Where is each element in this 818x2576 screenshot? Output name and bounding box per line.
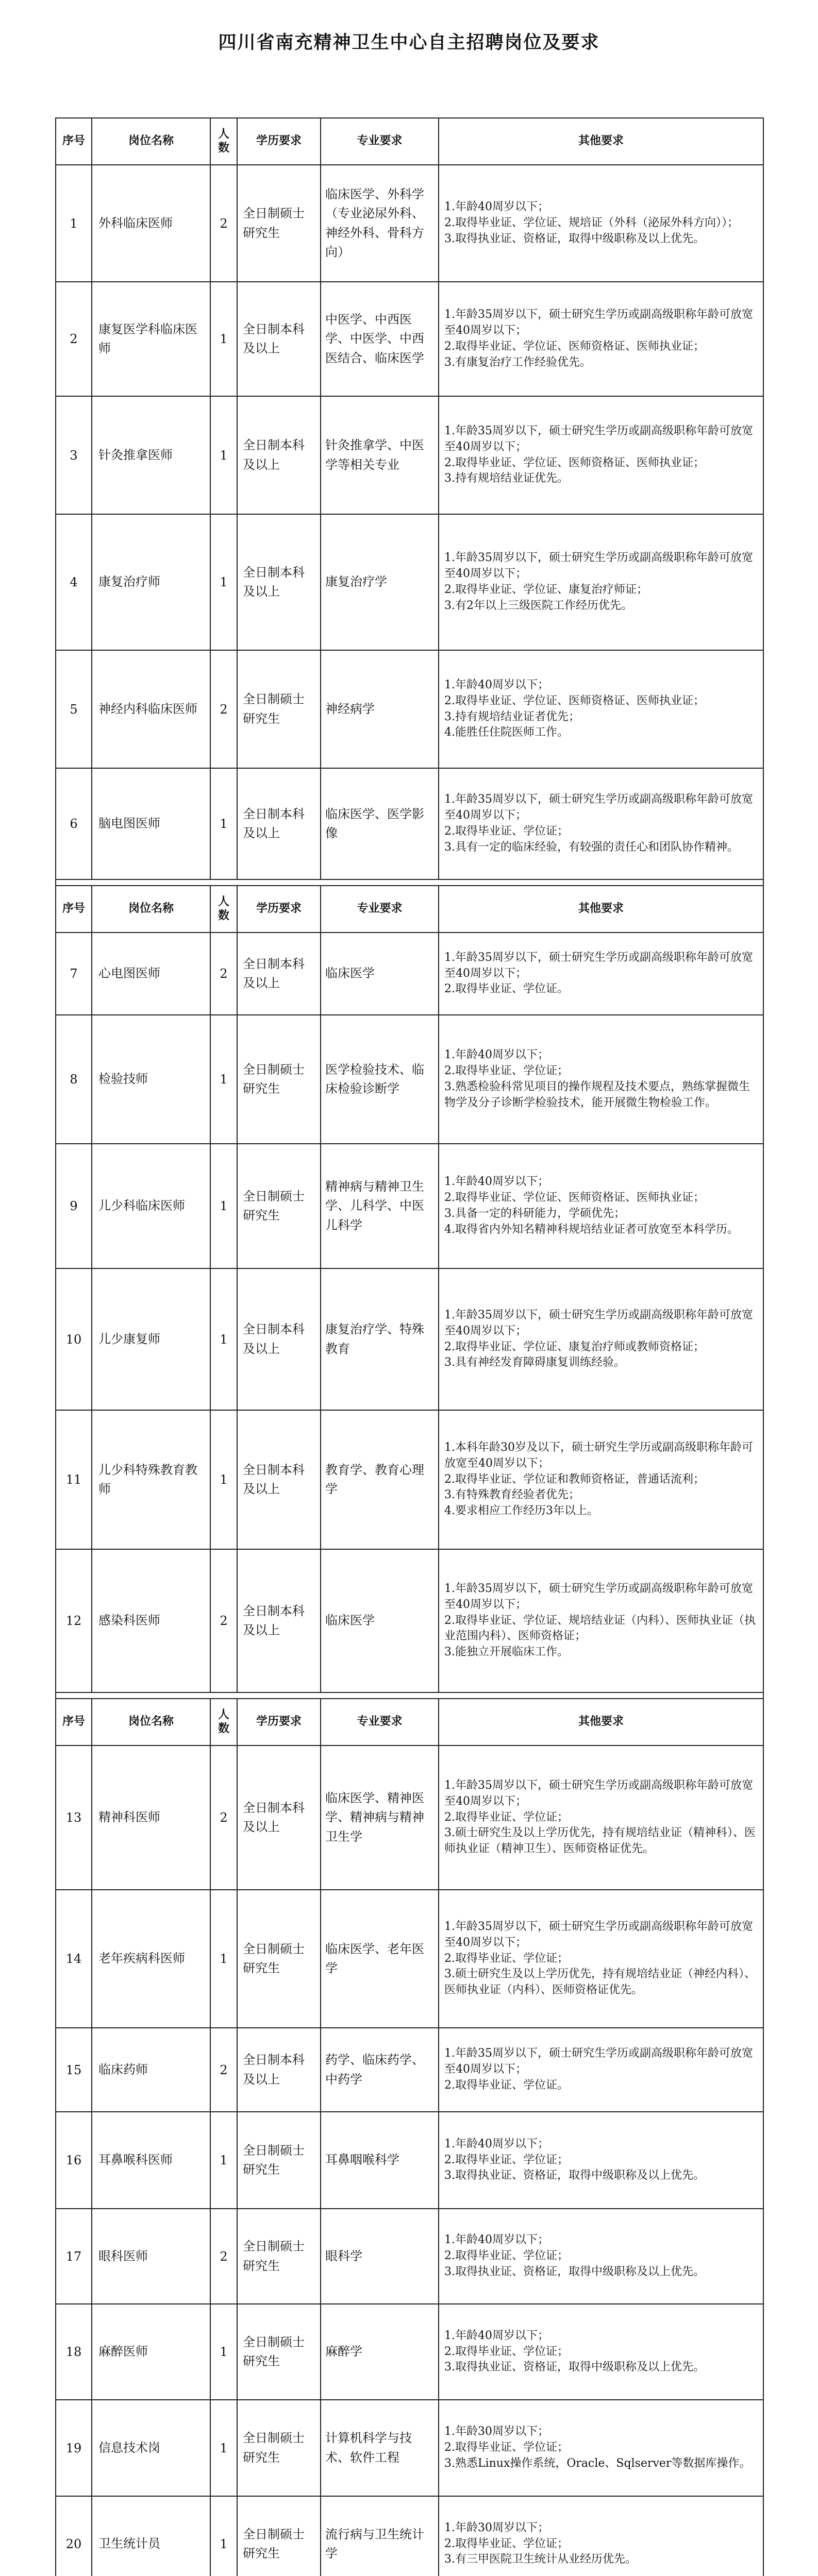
table-header-row (56, 886, 763, 933)
table-row (56, 1549, 763, 1692)
cell-major: 临床医学 (321, 1549, 439, 1692)
requirement-line: 3.具有神经发育障碍康复训练经验。 (444, 1356, 625, 1369)
cell-num: 1 (210, 514, 237, 650)
cell-other (439, 1549, 763, 1692)
requirement-line: 1.年龄35周岁以下，硕士研究生学历或副高级职称年龄可放宽至40周岁以下； (444, 1308, 753, 1337)
cell-major: 教育学、教育心理学 (321, 1410, 439, 1549)
column-header-post: 岗位名称 (92, 886, 210, 933)
column-header-seq: 序号 (56, 118, 92, 165)
requirement-line: 1.年龄40周岁以下； (444, 1175, 549, 1189)
cell-edu: 全日制本科及以上 (237, 514, 321, 650)
cell-other (439, 650, 763, 768)
requirement-line: 3.有2年以上三级医院工作经历优先。 (444, 599, 632, 612)
cell-other (439, 933, 763, 1015)
cell-post: 麻醉医师 (92, 2304, 210, 2400)
column-header-edu: 学历要求 (237, 118, 321, 165)
column-header-num: 人数 (210, 886, 237, 933)
cell-major: 麻醉学 (321, 2304, 439, 2400)
cell-post: 感染科医师 (92, 1549, 210, 1692)
cell-seq: 2 (56, 282, 92, 396)
cell-edu: 全日制硕士研究生 (237, 2112, 321, 2209)
requirement-line: 3.有特殊教育经验者优先； (444, 1488, 580, 1502)
table-row (56, 514, 763, 650)
column-header-major: 专业要求 (321, 1699, 439, 1745)
cell-major: 康复治疗学 (321, 514, 439, 650)
cell-major: 医学检验技术、临床检验诊断学 (321, 1015, 439, 1144)
column-header-other: 其他要求 (439, 1699, 763, 1745)
requirement-line: 1.年龄30周岁以下； (444, 2521, 549, 2534)
requirement-line: 3.持有规培结业证者优先； (444, 710, 580, 723)
cell-major: 眼科学 (321, 2209, 439, 2304)
requirement-line: 2.取得毕业证、学位证。 (444, 982, 569, 996)
cell-post: 针灸推拿医师 (92, 396, 210, 514)
cell-edu: 全日制硕士研究生 (237, 1015, 321, 1144)
requirement-line: 1.年龄35周岁以下，硕士研究生学历或副高级职称年龄可放宽至40周岁以下； (444, 793, 753, 822)
requirement-line: 2.取得毕业证、学位证、康复治疗师或教师资格证； (444, 1340, 705, 1353)
cell-other (439, 396, 763, 514)
requirement-line: 4.取得省内外知名精神科规培结业证者可放宽至本科学历。 (444, 1223, 739, 1236)
cell-post: 眼科医师 (92, 2209, 210, 2304)
cell-major: 药学、临床药学、中药学 (321, 2028, 439, 2112)
cell-edu: 全日制本科及以上 (237, 1410, 321, 1549)
cell-post: 老年疾病科医师 (92, 1890, 210, 2028)
cell-major: 流行病与卫生统计学 (321, 2496, 439, 2576)
cell-num: 1 (210, 1890, 237, 2028)
cell-seq: 19 (56, 2400, 92, 2496)
cell-num: 1 (210, 768, 237, 879)
requirement-line: 2.取得毕业证、学位证、康复治疗师证； (444, 583, 648, 596)
cell-edu: 全日制本科及以上 (237, 2028, 321, 2112)
cell-other (439, 2209, 763, 2304)
cell-post: 康复医学科临床医师 (92, 282, 210, 396)
requirement-line: 1.年龄35周岁以下，硕士研究生学历或副高级职称年龄可放宽至40周岁以下； (444, 1779, 753, 1808)
requirement-line: 1.年龄35周岁以下，硕士研究生学历或副高级职称年龄可放宽至40周岁以下； (444, 1582, 753, 1611)
cell-post: 心电图医师 (92, 933, 210, 1015)
cell-edu: 全日制硕士研究生 (237, 1890, 321, 2028)
requirement-line: 2.取得毕业证、学位证、医师资格证、医师执业证； (444, 340, 705, 353)
cell-num: 2 (210, 1549, 237, 1692)
cell-post: 外科临床医师 (92, 165, 210, 282)
cell-major: 临床医学、精神医学、精神病与精神卫生学 (321, 1745, 439, 1890)
column-header-other: 其他要求 (439, 886, 763, 933)
cell-seq: 12 (56, 1549, 92, 1692)
cell-num: 2 (210, 1745, 237, 1890)
table-row (56, 2400, 763, 2496)
cell-other (439, 165, 763, 282)
requirement-line: 3.硕士研究生及以上学历优先，持有规培结业证（神经内科）、医师执业证（内科）、医师资格证优先。 (444, 1968, 756, 1997)
requirement-line: 1.年龄35周岁以下，硕士研究生学历或副高级职称年龄可放宽至40周岁以下； (444, 308, 753, 337)
cell-other (439, 1410, 763, 1549)
cell-other (439, 1268, 763, 1410)
page-title: 四川省南充精神卫生中心自主招聘岗位及要求 (218, 32, 600, 53)
cell-edu: 全日制本科及以上 (237, 768, 321, 879)
cell-other (439, 282, 763, 396)
cell-num: 1 (210, 282, 237, 396)
cell-other (439, 514, 763, 650)
cell-seq: 3 (56, 396, 92, 514)
requirement-line: 1.年龄35周岁以下，硕士研究生学历或副高级职称年龄可放宽至40周岁以下； (444, 2047, 753, 2076)
table-row (56, 650, 763, 768)
requirement-line: 3.熟悉Linux操作系统，Oracle、Sqlserver等数据库操作。 (444, 2456, 751, 2470)
cell-num: 1 (210, 1015, 237, 1144)
requirement-line: 2.取得毕业证、学位证； (444, 2537, 569, 2550)
table-row (56, 1745, 763, 1890)
requirement-line: 1.年龄40周岁以下； (444, 2233, 549, 2247)
cell-major: 临床医学、外科学（专业泌尿外科、神经外科、骨科方向） (321, 165, 439, 282)
cell-other (439, 2112, 763, 2209)
cell-seq: 17 (56, 2209, 92, 2304)
cell-edu: 全日制本科及以上 (237, 1745, 321, 1890)
requirement-line: 3.取得执业证、资格证，取得中级职称及以上优先。 (444, 2361, 705, 2374)
table-row (56, 2112, 763, 2209)
table-row (56, 2304, 763, 2400)
requirement-line: 1.本科年龄30岁及以下，硕士研究生学历或副高级职称年龄可放宽至40周岁以下； (444, 1441, 753, 1470)
cell-major: 耳鼻咽喉科学 (321, 2112, 439, 2209)
requirement-line: 4.能胜任住院医师工作。 (444, 726, 569, 739)
column-header-edu: 学历要求 (237, 886, 321, 933)
cell-post: 儿少康复师 (92, 1268, 210, 1410)
cell-post: 卫生统计员 (92, 2496, 210, 2576)
requirement-line: 2.取得毕业证、学位证和教师资格证，普通话流利； (444, 1472, 705, 1486)
cell-num: 1 (210, 2112, 237, 2209)
cell-seq: 11 (56, 1410, 92, 1549)
cell-post: 儿少科临床医师 (92, 1144, 210, 1268)
requirement-line: 1.年龄40周岁以下； (444, 2137, 549, 2150)
column-header-seq: 序号 (56, 886, 92, 933)
cell-seq: 15 (56, 2028, 92, 2112)
requirement-line: 1.年龄40周岁以下； (444, 678, 549, 691)
cell-seq: 5 (56, 650, 92, 768)
cell-num: 2 (210, 165, 237, 282)
cell-major: 计算机科学与技术、软件工程 (321, 2400, 439, 2496)
cell-seq: 1 (56, 165, 92, 282)
requirement-line: 3.有康复治疗工作经验优先。 (444, 355, 591, 369)
cell-post: 儿少科特殊教育教师 (92, 1410, 210, 1549)
cell-num: 1 (210, 2496, 237, 2576)
cell-other (439, 2400, 763, 2496)
requirement-line: 2.取得毕业证、学位证； (444, 2153, 569, 2166)
cell-num: 1 (210, 2304, 237, 2400)
table-row (56, 396, 763, 514)
cell-post: 信息技术岗 (92, 2400, 210, 2496)
requirement-line: 3.取得执业证、资格证，取得中级职称及以上优先。 (444, 2169, 705, 2182)
requirement-line: 2.取得毕业证、学位证、医师资格证、医师执业证； (444, 456, 705, 469)
requirement-line: 3.具有一定的临床经验，有较强的责任心和团队协作精神。 (444, 840, 739, 854)
table-row (56, 1144, 763, 1268)
cell-edu: 全日制本科及以上 (237, 1549, 321, 1692)
cell-major: 临床医学、老年医学 (321, 1890, 439, 2028)
cell-edu: 全日制硕士研究生 (237, 2209, 321, 2304)
table-row (56, 933, 763, 1015)
table-row (56, 1410, 763, 1549)
cell-other (439, 1144, 763, 1268)
requirement-line: 2.取得毕业证、学位证； (444, 1810, 569, 1824)
table-header-row (56, 1699, 763, 1745)
cell-num: 1 (210, 396, 237, 514)
requirement-line: 2.取得毕业证、学位证、规培结业证（内科）、医师执业证（执业范围内科）、医师资格证； (444, 1614, 756, 1643)
cell-major: 神经病学 (321, 650, 439, 768)
cell-num: 1 (210, 1410, 237, 1549)
column-header-post: 岗位名称 (92, 1699, 210, 1745)
cell-post: 精神科医师 (92, 1745, 210, 1890)
requirement-line: 3.硕士研究生及以上学历优先，持有规培结业证（精神科）、医师执业证（精神卫生）、医师资格证优先。 (444, 1826, 756, 1856)
table-row (56, 2496, 763, 2576)
requirement-line: 3.取得执业证、资格证，取得中级职称及以上优先。 (444, 2265, 705, 2278)
column-header-edu: 学历要求 (237, 1699, 321, 1745)
cell-seq: 8 (56, 1015, 92, 1144)
requirement-line: 3.熟悉检验科常见项目的操作规程及技术要点，熟练掌握微生物学及分子诊断学检验技术，能开展微生物检验工作。 (444, 1080, 750, 1109)
cell-major: 临床医学、医学影像 (321, 768, 439, 879)
cell-seq: 7 (56, 933, 92, 1015)
requirement-line: 1.年龄40周岁以下； (444, 1048, 549, 1062)
cell-other (439, 1745, 763, 1890)
cell-edu: 全日制硕士研究生 (237, 2304, 321, 2400)
column-header-num: 人数 (210, 118, 237, 165)
cell-seq: 13 (56, 1745, 92, 1890)
requirement-line: 2.取得毕业证、学位证； (444, 2249, 569, 2263)
table-row (56, 1890, 763, 2028)
requirement-line: 1.年龄35周岁以下，硕士研究生学历或副高级职称年龄可放宽至40周岁以下； (444, 951, 753, 980)
table-row (56, 2209, 763, 2304)
cell-other (439, 1015, 763, 1144)
cell-seq: 4 (56, 514, 92, 650)
cell-num: 1 (210, 1268, 237, 1410)
cell-major: 精神病与精神卫生学、儿科学、中医儿科学 (321, 1144, 439, 1268)
requirement-line: 2.取得毕业证、学位证； (444, 2345, 569, 2358)
column-header-major: 专业要求 (321, 118, 439, 165)
cell-num: 2 (210, 650, 237, 768)
requirement-line: 2.取得毕业证、学位证； (444, 2441, 569, 2454)
requirement-line: 3.能独立开展临床工作。 (444, 1646, 569, 1659)
requirement-line: 1.年龄35周岁以下，硕士研究生学历或副高级职称年龄可放宽至40周岁以下； (444, 1920, 753, 1949)
cell-major: 临床医学 (321, 933, 439, 1015)
table-row (56, 2028, 763, 2112)
cell-edu: 全日制本科及以上 (237, 396, 321, 514)
cell-seq: 18 (56, 2304, 92, 2400)
page-break-row (56, 1692, 763, 1699)
cell-post: 检验技师 (92, 1015, 210, 1144)
table-row (56, 165, 763, 282)
cell-num: 2 (210, 2209, 237, 2304)
cell-post: 耳鼻喉科医师 (92, 2112, 210, 2209)
column-header-seq: 序号 (56, 1699, 92, 1745)
requirement-line: 1.年龄40周岁以下； (444, 200, 549, 214)
cell-num: 2 (210, 933, 237, 1015)
column-header-post: 岗位名称 (92, 118, 210, 165)
requirement-line: 1.年龄35周岁以下，硕士研究生学历或副高级职称年龄可放宽至40周岁以下； (444, 424, 753, 453)
cell-seq: 6 (56, 768, 92, 879)
cell-edu: 全日制硕士研究生 (237, 165, 321, 282)
requirement-line: 1.年龄40周岁以下； (444, 2329, 549, 2342)
cell-post: 脑电图医师 (92, 768, 210, 879)
cell-seq: 9 (56, 1144, 92, 1268)
cell-other (439, 2304, 763, 2400)
requirement-line: 2.取得毕业证、学位证； (444, 825, 569, 838)
cell-num: 1 (210, 1144, 237, 1268)
column-header-other: 其他要求 (439, 118, 763, 165)
table-row (56, 1268, 763, 1410)
cell-seq: 16 (56, 2112, 92, 2209)
column-header-num: 人数 (210, 1699, 237, 1745)
cell-edu: 全日制硕士研究生 (237, 2400, 321, 2496)
cell-major: 康复治疗学、特殊教育 (321, 1268, 439, 1410)
requirement-line: 1.年龄35周岁以下，硕士研究生学历或副高级职称年龄可放宽至40周岁以下； (444, 551, 753, 581)
requirement-line: 2.取得毕业证、学位证； (444, 1064, 569, 1078)
cell-edu: 全日制本科及以上 (237, 933, 321, 1015)
requirement-line: 3.有三甲医院卫生统计从业经历优先。 (444, 2553, 637, 2566)
requirement-line: 2.取得毕业证、学位证。 (444, 2078, 569, 2092)
table-body (56, 118, 763, 2576)
cell-post: 临床药师 (92, 2028, 210, 2112)
cell-seq: 20 (56, 2496, 92, 2576)
cell-other (439, 2496, 763, 2576)
requirement-line: 3.持有规培结业证优先。 (444, 472, 569, 485)
cell-edu: 全日制硕士研究生 (237, 1144, 321, 1268)
cell-seq: 10 (56, 1268, 92, 1410)
cell-other (439, 768, 763, 879)
cell-other (439, 1890, 763, 2028)
requirement-line: 1.年龄30周岁以下； (444, 2425, 549, 2438)
requirement-line: 2.取得毕业证、学位证； (444, 1952, 569, 1965)
table-row (56, 768, 763, 879)
cell-edu: 全日制硕士研究生 (237, 2496, 321, 2576)
page-break-row (56, 879, 763, 886)
cell-other (439, 2028, 763, 2112)
cell-num: 1 (210, 2400, 237, 2496)
requirement-line: 3.取得执业证、资格证，取得中级职称及以上优先。 (444, 232, 705, 245)
cell-seq: 14 (56, 1890, 92, 2028)
cell-post: 康复治疗师 (92, 514, 210, 650)
cell-edu: 全日制硕士研究生 (237, 650, 321, 768)
cell-num: 2 (210, 2028, 237, 2112)
requirement-line: 3.具备一定的科研能力，学硕优先； (444, 1207, 625, 1220)
table-row (56, 1015, 763, 1144)
requirement-line: 4.要求相应工作经历3年以上。 (444, 1504, 598, 1518)
cell-major: 中医学、中西医学、中医学、中西医结合、临床医学 (321, 282, 439, 396)
column-header-major: 专业要求 (321, 886, 439, 933)
table-header-row (56, 118, 763, 165)
cell-edu: 全日制本科及以上 (237, 1268, 321, 1410)
table-row (56, 282, 763, 396)
recruitment-table (55, 117, 764, 2576)
cell-post: 神经内科临床医师 (92, 650, 210, 768)
cell-edu: 全日制本科及以上 (237, 282, 321, 396)
cell-major: 针灸推拿学、中医学等相关专业 (321, 396, 439, 514)
requirement-line: 2.取得毕业证、学位证、规培证（外科（泌尿外科方向））； (444, 216, 739, 230)
requirement-line: 2.取得毕业证、学位证、医师资格证、医师执业证； (444, 1191, 705, 1205)
requirement-line: 2.取得毕业证、学位证、医师资格证、医师执业证； (444, 694, 705, 707)
